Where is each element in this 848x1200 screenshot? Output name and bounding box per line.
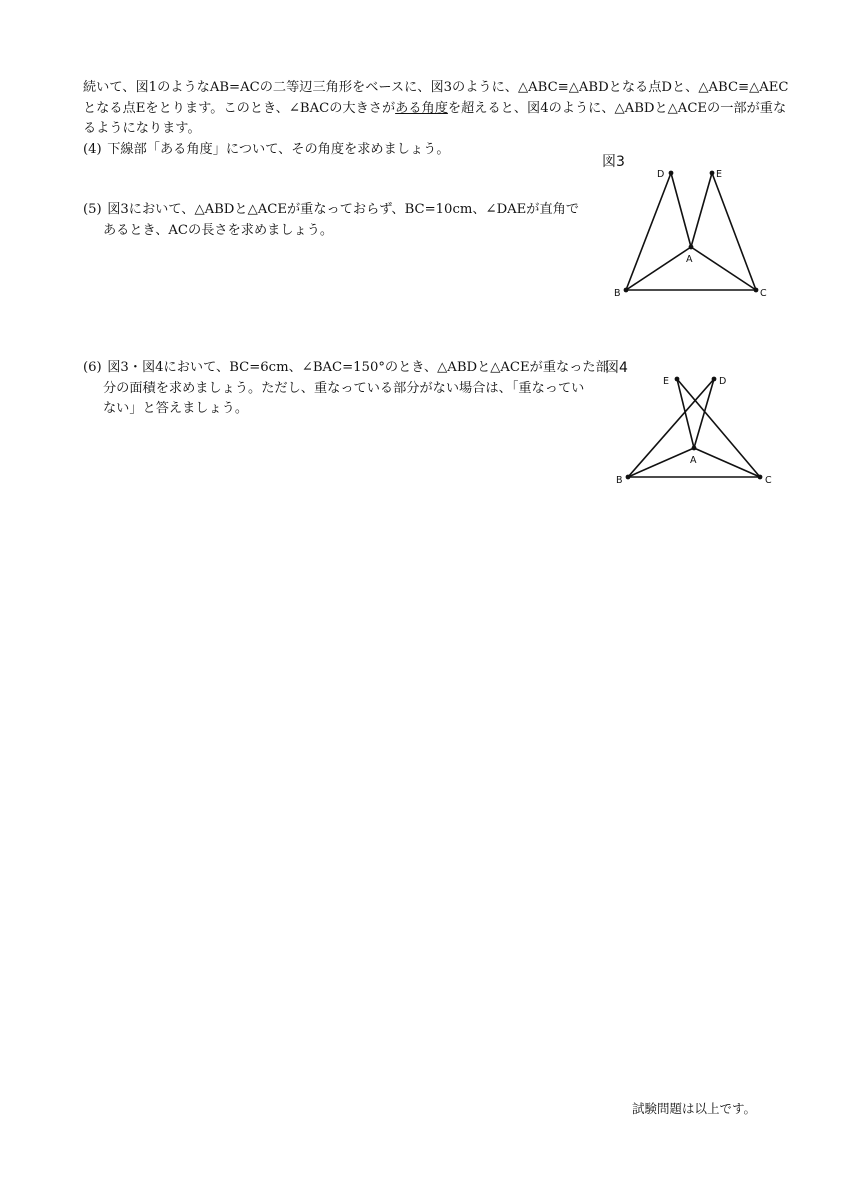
intro-line-1: 続いて、図1のようなAB=ACの二等辺三角形をベースに、図3のように、△ABC≡△ABDとなる点Dと、△ABC≡△AEC (83, 80, 789, 95)
label-A: A (686, 254, 693, 265)
intro-line-2-start: となる点Eをとります。このとき、∠BACの大きさが (83, 100, 396, 116)
point-E (710, 171, 715, 176)
segment-BD (626, 173, 671, 290)
segment-AD (671, 173, 691, 247)
point-A (692, 446, 697, 451)
segment-AE (691, 173, 712, 247)
question-number: (5) (83, 202, 102, 217)
point-A (689, 245, 694, 250)
segment-AB (628, 448, 694, 477)
point-D (712, 377, 717, 382)
footer-note: 試験問題は以上です。 (632, 1101, 757, 1116)
point-C (758, 475, 763, 480)
point-C (754, 288, 759, 293)
label-C: C (760, 288, 767, 299)
label-D: D (719, 376, 727, 387)
segment-AC (691, 247, 756, 290)
segment-AC (694, 448, 760, 477)
question-text-line: 図3・図4において、BC=6cm、∠BAC=150°のとき、△ABDと△ACEが重なった部 (107, 360, 609, 375)
figure-4-title: 図4 (605, 360, 628, 376)
figure-3-title: 図3 (602, 154, 625, 170)
point-D (669, 171, 674, 176)
question-number: (6) (83, 360, 102, 375)
point-B (626, 475, 631, 480)
label-E: E (716, 169, 723, 180)
segment-AB (626, 247, 691, 290)
figure-3-diagram (626, 173, 756, 290)
segment-BD (628, 379, 714, 477)
question-text-line: ない」と答えましょう。 (103, 401, 249, 416)
label-D: D (657, 169, 665, 180)
question-number: (4) (83, 142, 102, 157)
question-text-line: 下線部「ある角度」について、その角度を求めましょう。 (107, 142, 450, 157)
intro-line-3: るようになります。 (83, 121, 201, 136)
question-text-line: 図3において、△ABDと△ACEが重なっておらず、BC=10cm、∠DAEが直角で (107, 202, 580, 217)
label-B: B (614, 288, 621, 299)
point-E (675, 377, 680, 382)
segment-CE (712, 173, 756, 290)
label-E: E (663, 376, 670, 387)
label-C: C (765, 475, 772, 486)
figure-3-points (624, 171, 759, 293)
point-B (624, 288, 629, 293)
intro-line-2-end: を超えると、図4のように、△ABDと△ACEの一部が重な (447, 100, 787, 116)
underlined-term: ある角度 (395, 100, 448, 116)
question-text-line: あるとき、ACの長さを求めましょう。 (103, 222, 334, 238)
label-A: A (690, 455, 697, 466)
question-text-line: 分の面積を求めましょう。ただし、重なっている部分がない場合は、「重なってい (103, 380, 585, 396)
label-B: B (616, 475, 623, 486)
